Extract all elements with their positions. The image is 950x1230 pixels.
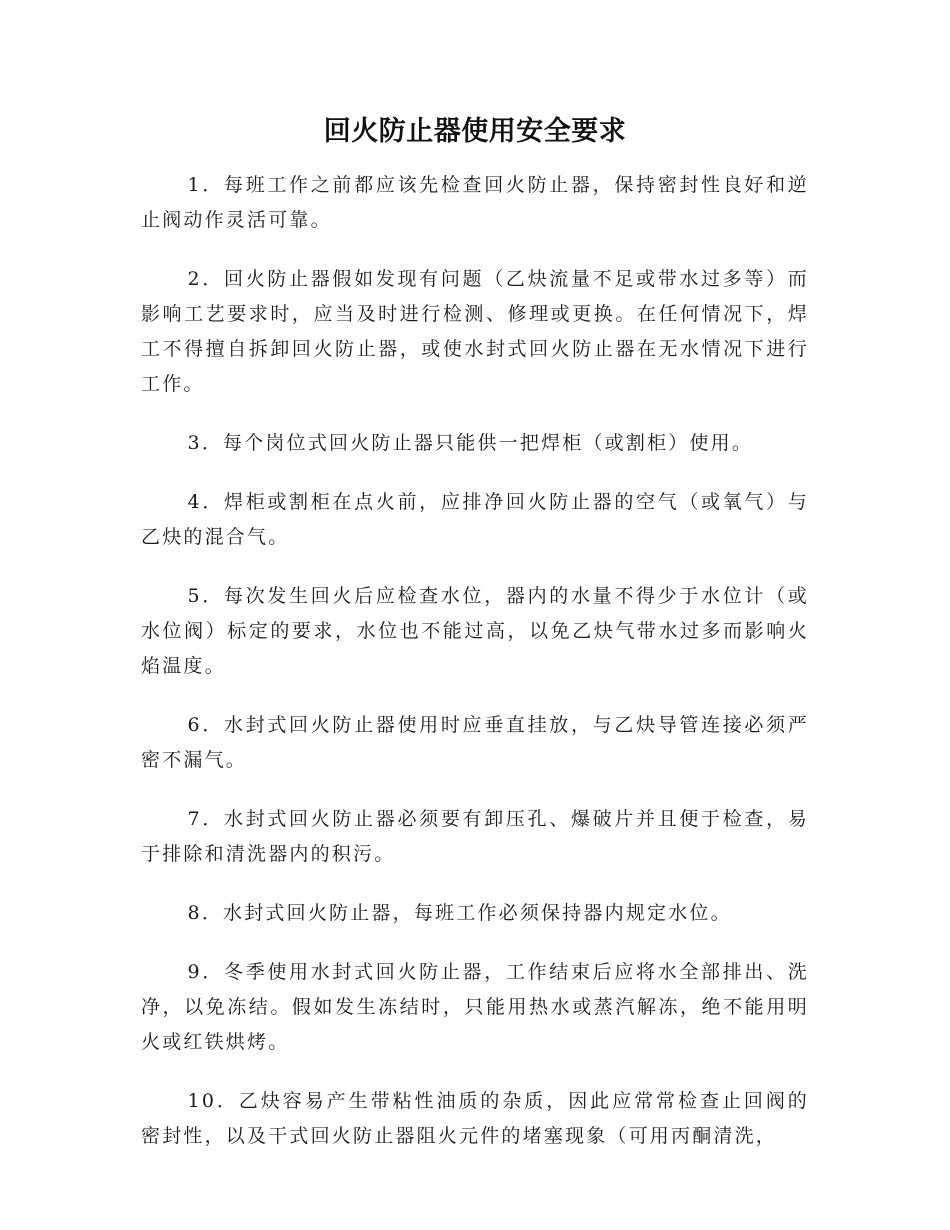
paragraph-3: 3．每个岗位式回火防止器只能供一把焊柜（或割柜）使用。 <box>187 432 754 454</box>
document-title: 回火防止器使用安全要求 <box>323 116 627 147</box>
document-body <box>141 168 809 1178</box>
paragraph-7: 7．水封式回火防止器必须要有卸压孔、爆破片并且便于检查，易于排除和清洗器内的积污。 <box>141 808 809 865</box>
paragraph-6: 6．水封式回火防止器使用时应垂直挂放，与乙炔导管连接必须严密不漏气。 <box>141 714 809 771</box>
paragraph-8: 8．水封式回火防止器，每班工作必须保持器内规定水位。 <box>187 902 732 924</box>
paragraph-10: 10．乙炔容易产生带粘性油质的杂质，因此应常常检查止回阀的密封性，以及干式回火防止器阻火元件的堵塞现象（可用丙酮清洗， <box>141 1090 809 1147</box>
paragraph-4: 4．焊柜或割柜在点火前，应排净回火防止器的空气（或氧气）与乙炔的混合气。 <box>141 491 809 548</box>
paragraph-1: 1．每班工作之前都应该先检查回火防止器，保持密封性良好和逆止阀动作灵活可靠。 <box>141 174 809 231</box>
paragraph-2: 2．回火防止器假如发现有问题（乙炔流量不足或带水过多等）而影响工艺要求时，应当及时进行检测、修理或更换。在任何情况下，焊工不得擅自拆卸回火防止器，或使水封式回火防止器在无水情况下进行工作。 <box>141 268 809 395</box>
paragraph-9: 9．冬季使用水封式回火防止器，工作结束后应将水全部排出、洗净，以免冻结。假如发生冻结时，只能用热水或蒸汽解冻，绝不能用明火或红铁烘烤。 <box>141 961 809 1053</box>
paragraph-5: 5．每次发生回火后应检查水位，器内的水量不得少于水位计（或水位阀）标定的要求，水位也不能过高，以免乙炔气带水过多而影响火焰温度。 <box>141 585 809 677</box>
